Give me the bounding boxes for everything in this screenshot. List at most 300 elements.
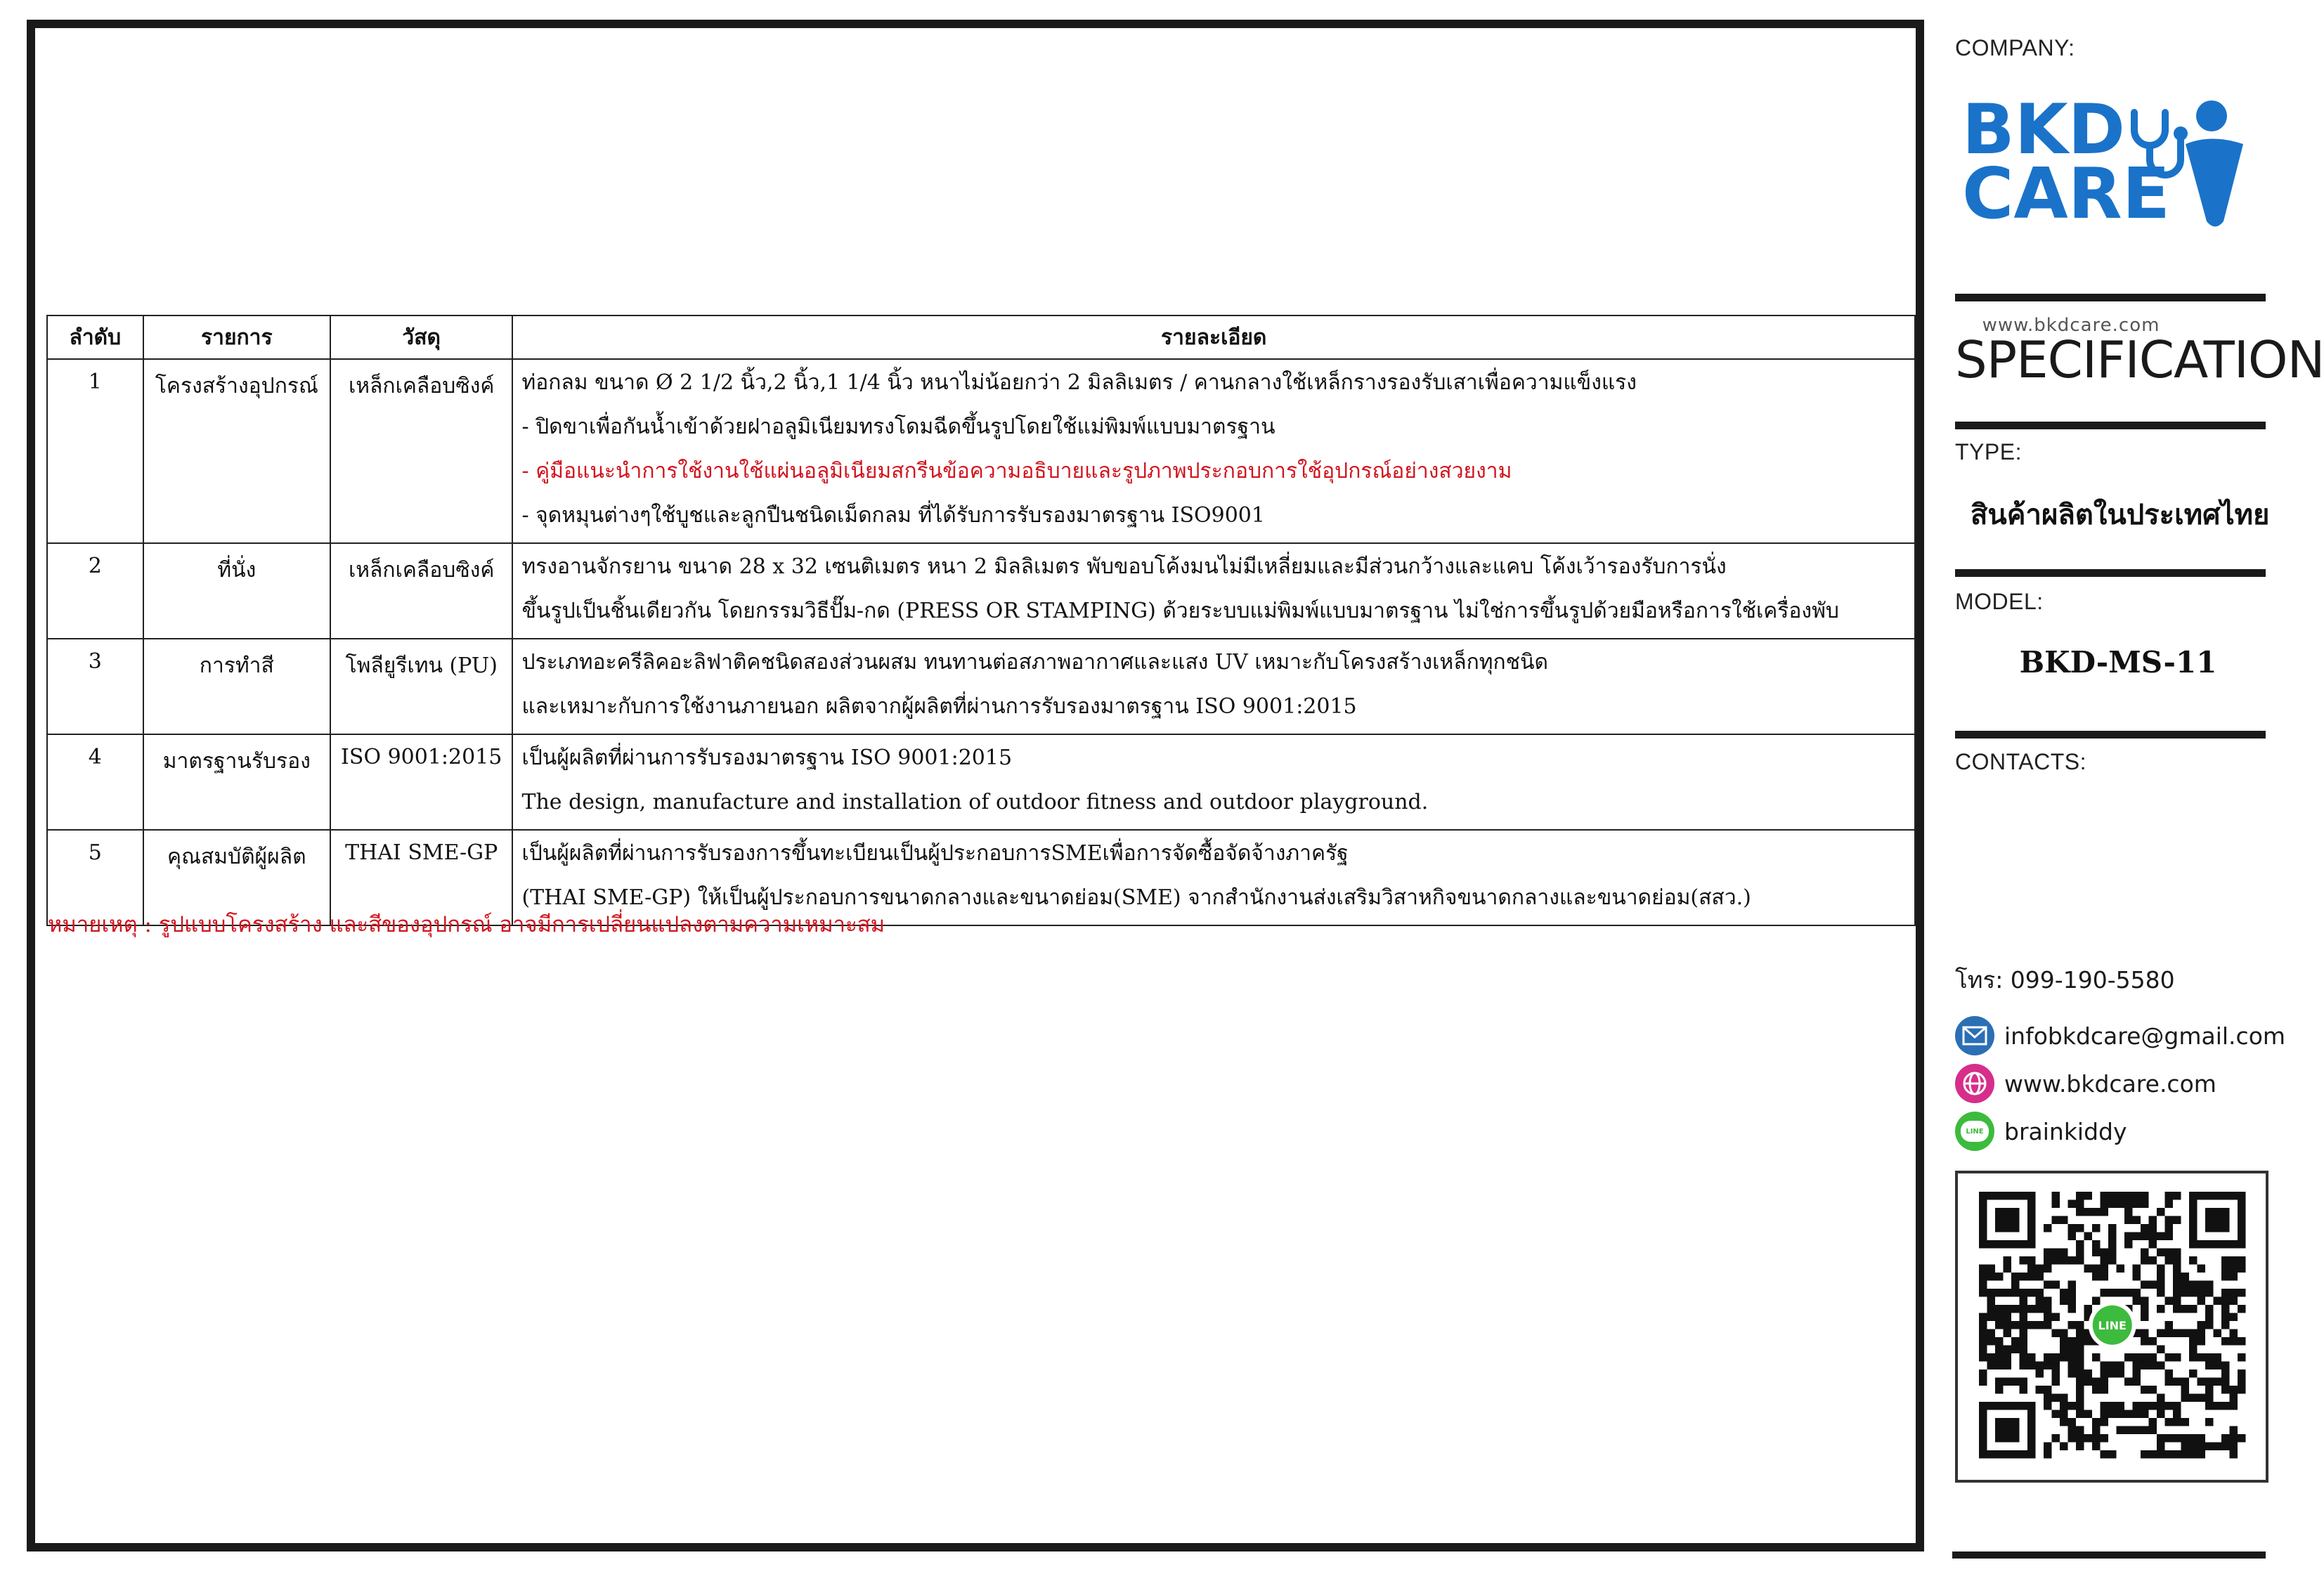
qr-module [2173,1273,2181,1281]
qr-module [2214,1378,2222,1386]
qr-module [2011,1321,2020,1329]
qr-module [2230,1402,2238,1410]
email-row[interactable] [1955,1015,2285,1057]
cell-no: 3 [47,639,143,734]
qr-module [2084,1305,2093,1313]
line-id: brainkiddy [2004,1117,2127,1145]
qr-module [2101,1410,2109,1419]
qr-module [2157,1329,2165,1338]
qr-module [2141,1410,2149,1419]
qr-code-graphic [1958,1173,2266,1480]
website-row[interactable] [1955,1062,2216,1105]
cell-no: 5 [47,830,143,925]
qr-module [2076,1362,2084,1370]
qr-module [2238,1265,2246,1273]
qr-module [2181,1450,2190,1459]
qr-module [2084,1378,2093,1386]
qr-module [2076,1378,2084,1386]
qr-module [2198,1297,2206,1306]
qr-module [2108,1369,2117,1378]
qr-module [1987,1273,1996,1281]
divider [1955,422,2266,429]
qr-module [2230,1297,2238,1306]
qr-module [2165,1329,2174,1338]
qr-module [2101,1273,2109,1281]
spec-title: SPECIFICATION [1955,330,2324,389]
qr-module [2205,1418,2214,1426]
qr-module [2205,1362,2214,1370]
qr-module [2076,1434,2084,1443]
qr-module [2060,1216,2068,1225]
qr-module [2189,1394,2198,1403]
qr-module [2068,1369,2077,1378]
qr-module [2068,1426,2077,1435]
qr-module [2092,1353,2101,1362]
qr-module [2092,1434,2101,1443]
qr-module [2044,1394,2052,1403]
cell-material: ISO 9001:2015 [330,734,513,830]
qr-module [2101,1418,2109,1426]
qr-module [1979,1346,1987,1354]
qr-module [2133,1402,2141,1410]
qr-module [2157,1362,2165,1370]
qr-module [2157,1434,2165,1443]
qr-module [2092,1265,2101,1273]
qr-module [2181,1273,2190,1281]
header-item: รายการ [143,315,330,359]
qr-module [1995,1337,2004,1346]
qr-module [2060,1256,2068,1265]
qr-module [2165,1369,2174,1378]
qr-module [1987,1362,1996,1370]
qr-module [2133,1273,2141,1281]
qr-module [2149,1402,2157,1410]
qr-module [2004,1346,2012,1354]
qr-module [2141,1256,2149,1265]
detail-line: - จุดหมุนต่างๆใช้บูชและลูกปืนชนิดเม็ดกลม ที่ได้รับการรับรองมาตรฐาน ISO9001 [521,503,1265,528]
qr-module [2157,1232,2165,1241]
qr-module [2044,1265,2052,1273]
qr-module [2189,1434,2198,1443]
person-icon [2186,100,2243,227]
qr-module [2101,1378,2109,1386]
qr-module [2124,1378,2133,1386]
qr-module [1995,1353,2004,1362]
qr-module [2068,1337,2077,1346]
qr-module [2020,1256,2028,1265]
qr-module [2068,1297,2077,1306]
qr-module [2165,1378,2174,1386]
qr-module [2124,1208,2133,1216]
qr-module [2084,1410,2093,1419]
qr-module [2221,1289,2230,1297]
qr-module [2101,1450,2109,1459]
qr-module [1987,1265,1996,1273]
qr-module [1979,1321,1987,1329]
qr-module [2141,1362,2149,1370]
qr-module [2004,1313,2012,1322]
qr-module [1979,1353,1987,1362]
qr-module [2044,1362,2052,1370]
title-block [1955,0,2324,1581]
qr-module [2068,1289,2077,1297]
qr-module [1995,1273,2004,1281]
qr-module [2060,1249,2068,1257]
qr-module [2011,1346,2020,1354]
qr-module [2084,1208,2093,1216]
qr-module [2092,1426,2101,1435]
qr-module [2230,1434,2238,1443]
qr-module [2011,1305,2020,1313]
qr-module [2124,1410,2133,1419]
qr-module [2165,1353,2174,1362]
qr-module [2165,1224,2174,1232]
qr-module [2004,1362,2012,1370]
qr-module [2092,1224,2101,1232]
qr-module [2221,1297,2230,1306]
qr-module [2092,1443,2101,1451]
qr-module [2181,1443,2190,1451]
qr-module [2173,1249,2181,1257]
qr-module [2173,1450,2181,1459]
qr-module [2238,1256,2246,1265]
qr-module [1979,1337,1987,1346]
qr-module [1995,1362,2004,1370]
qr-module [2076,1192,2084,1200]
qr-module [2230,1289,2238,1297]
qr-module [2052,1378,2060,1386]
qr-module [2068,1346,2077,1354]
qr-module [2230,1337,2238,1346]
qr-module [2068,1402,2077,1410]
cell-no: 2 [47,543,143,639]
cell-material: THAI SME-GP [330,830,513,925]
qr-module [2157,1410,2165,1419]
qr-module [2230,1443,2238,1451]
detail-line: The design, manufacture and installation of outdoor fitness and outdoor playground. [521,790,1429,814]
qr-module [2165,1192,2174,1200]
cell-detail [512,734,1915,830]
qr-module [2101,1208,2109,1216]
globe-icon [1955,1064,1994,1103]
qr-module [2060,1410,2068,1419]
qr-module [2141,1337,2149,1346]
qr-module [2117,1369,2125,1378]
cell-no: 1 [47,359,143,543]
qr-module [2230,1426,2238,1435]
qr-module [2068,1353,2077,1362]
qr-module [1987,1297,1996,1306]
qr-module [2198,1394,2206,1403]
detail-line: - คู่มือแนะนำการใช้งานใช้แผ่นอลูมิเนียมสกรีนข้อความอธิบายและรูปภาพประกอบการใช้อุปกรณ์อย่างสวยงาม [521,459,1512,483]
phone-number: โทร: 099-190-5580 [1955,966,2175,994]
qr-module [2036,1265,2044,1273]
qr-module [2044,1297,2052,1306]
qr-module [2157,1265,2165,1273]
qr-module [2084,1337,2093,1346]
qr-module [2004,1265,2012,1273]
cell-item: มาตรฐานรับรอง [143,734,330,830]
qr-module [2181,1418,2190,1426]
qr-module [2198,1450,2206,1459]
qr-module [2084,1265,2093,1273]
qr-module [2149,1224,2157,1232]
model-value: BKD-MS-11 [2019,645,2217,679]
qr-module [2205,1378,2214,1386]
qr-module [2157,1394,2165,1403]
qr-module [2068,1434,2077,1443]
qr-module [2189,1353,2198,1362]
qr-module [2133,1410,2141,1419]
qr-module [2221,1362,2230,1370]
qr-line-badge: LINE [2098,1318,2127,1332]
qr-module [2101,1249,2109,1257]
qr-module [2076,1402,2084,1410]
qr-module [2181,1386,2190,1394]
qr-module [2221,1337,2230,1346]
cell-detail [512,639,1915,734]
qr-module [2027,1305,2036,1313]
qr-module [2133,1289,2141,1297]
qr-module [2068,1200,2077,1209]
qr-module [2221,1378,2230,1386]
logo-url: www.bkdcare.com [1982,315,2160,336]
qr-module [2044,1450,2052,1459]
qr-module [2230,1265,2238,1273]
qr-module [2101,1434,2109,1443]
cell-material: โพลียูรีเทน (PU) [330,639,513,734]
cell-no: 4 [47,734,143,830]
divider [1955,731,2266,739]
qr-module [2101,1192,2109,1200]
qr-module [2117,1362,2125,1370]
qr-module [2076,1249,2084,1257]
qr-module [2238,1378,2246,1386]
qr-module [2004,1329,2012,1338]
qr-finder [1995,1418,2020,1443]
qr-module [2101,1369,2109,1378]
qr-module [2205,1289,2214,1297]
qr-module [2004,1353,2012,1362]
detail-line: - ปิดขาเพื่อกันน้ำเข้าด้วยฝาอลูมิเนียมทรงโดมฉีดขึ้นรูปโดยใช้แม่พิมพ์แบบมาตรฐาน [521,415,1275,439]
frame-bottom-rule [1952,1551,2266,1559]
qr-module [2052,1200,2060,1209]
qr-module [2230,1329,2238,1338]
qr-module [2149,1256,2157,1265]
detail-line: เป็นผู้ผลิตที่ผ่านการรับรองการขึ้นทะเบียนเป็นผู้ประกอบการSMEเพื่อการจัดซื้อจัดจ้างภาครัฐ [521,841,1349,866]
qr-module [2020,1362,2028,1370]
qr-module [1979,1378,1987,1386]
qr-module [2044,1402,2052,1410]
qr-module [2044,1256,2052,1265]
qr-module [2173,1192,2181,1200]
qr-module [2189,1346,2198,1354]
qr-module [2141,1281,2149,1289]
qr-module [2157,1305,2165,1313]
qr-module [2076,1321,2084,1329]
qr-module [2092,1240,2101,1249]
qr-module [2165,1321,2174,1329]
qr-module [2221,1256,2230,1265]
cell-material: เหล็กเคลือบซิงค์ [330,359,513,543]
qr-module [2181,1289,2190,1297]
qr-module [2133,1353,2141,1362]
qr-module [2230,1386,2238,1394]
qr-module [1979,1329,1987,1338]
qr-module [2173,1216,2181,1225]
qr-module [2141,1200,2149,1209]
qr-module [2044,1281,2052,1289]
qr-module [2076,1329,2084,1338]
qr-module [1979,1281,1987,1289]
qr-module [2084,1369,2093,1378]
qr-module [2036,1321,2044,1329]
qr-module [2092,1208,2101,1216]
qr-module [2108,1232,2117,1241]
qr-module [2036,1369,2044,1378]
qr-module [2052,1410,2060,1419]
qr-module [2044,1305,2052,1313]
detail-line: และเหมาะกับการใช้งานภายนอก ผลิตจากผู้ผลิตที่ผ่านการรับรองมาตรฐาน ISO 9001:2015 [521,694,1357,719]
qr-module [2076,1346,2084,1354]
qr-module [2214,1402,2222,1410]
qr-module [2157,1208,2165,1216]
qr-module [2124,1216,2133,1225]
qr-module [2108,1450,2117,1459]
qr-module [2076,1224,2084,1232]
qr-module [2230,1313,2238,1322]
qr-module [2133,1200,2141,1209]
qr-module [2020,1313,2028,1322]
qr-module [2076,1240,2084,1249]
qr-module [2117,1265,2125,1273]
qr-module [2165,1450,2174,1459]
qr-module [2068,1418,2077,1426]
qr-module [2084,1192,2093,1200]
qr-module [2157,1289,2165,1297]
qr-module [2052,1329,2060,1338]
qr-module [2238,1434,2246,1443]
divider [1955,569,2266,577]
qr-module [2173,1410,2181,1419]
qr-module [2011,1281,2020,1289]
qr-module [2214,1443,2222,1451]
qr-module [2181,1329,2190,1338]
qr-module [2181,1434,2190,1443]
detail-line: ทรงอานจักรยาน ขนาด 28 x 32 เซนติเมตร หนา 2 มิลลิเมตร พับขอบโค้งมนไม่มีเหลี่ยมและมีส่วนกว้างและแคบ โค้งเว้ารองรับการนั่ง [521,554,1727,579]
qr-module [2173,1297,2181,1306]
qr-module [1995,1313,2004,1322]
qr-module [2076,1208,2084,1216]
qr-module [2020,1297,2028,1306]
qr-module [2165,1232,2174,1241]
qr-module [2117,1192,2125,1200]
qr-module [1987,1329,1996,1338]
qr-module [2165,1297,2174,1306]
qr-module [2004,1321,2012,1329]
qr-module [2198,1329,2206,1338]
qr-module [2044,1353,2052,1362]
qr-module [2230,1450,2238,1459]
qr-module [2189,1329,2198,1338]
qr-module [2165,1256,2174,1265]
qr-module [2052,1216,2060,1225]
qr-module [2108,1224,2117,1232]
qr-module [2141,1353,2149,1362]
qr-module [2133,1369,2141,1378]
qr-module [2068,1256,2077,1265]
website-url: www.bkdcare.com [2004,1069,2216,1098]
qr-module [2020,1321,2028,1329]
qr-module [2044,1249,2052,1257]
qr-module [2205,1353,2214,1362]
qr-module [2092,1418,2101,1426]
type-label: TYPE: [1955,439,2022,464]
qr-module [2221,1402,2230,1410]
qr-module [2149,1337,2157,1346]
line-row[interactable] [1955,1110,2127,1152]
qr-module [2198,1337,2206,1346]
qr-module [1979,1313,1987,1322]
divider [1955,294,2266,301]
qr-module [2230,1273,2238,1281]
qr-module [2020,1386,2028,1394]
qr-module [2165,1200,2174,1209]
qr-module [2221,1313,2230,1322]
qr-module [2004,1256,2012,1265]
email-address: infobkdcare@gmail.com [2004,1022,2286,1050]
qr-module [2068,1305,2077,1313]
qr-module [2157,1443,2165,1451]
qr-module [2141,1329,2149,1338]
qr-module [2020,1353,2028,1362]
qr-module [2076,1256,2084,1265]
qr-module [2141,1192,2149,1200]
qr-module [2076,1200,2084,1209]
qr-module [2060,1297,2068,1306]
qr-module [2020,1273,2028,1281]
qr-module [2198,1265,2206,1273]
qr-module [2238,1369,2246,1378]
qr-module [2173,1329,2181,1338]
qr-module [2221,1386,2230,1394]
qr-module [2020,1378,2028,1386]
qr-module [2124,1192,2133,1200]
qr-module [2221,1321,2230,1329]
qr-module [2036,1362,2044,1370]
cell-item: ที่นั่ง [143,543,330,639]
qr-module [2189,1337,2198,1346]
qr-module [2149,1426,2157,1435]
qr-module [2124,1289,2133,1297]
qr-module [2173,1256,2181,1265]
qr-module [2052,1434,2060,1443]
qr-module [2060,1337,2068,1346]
line-qr-code[interactable] [1955,1171,2268,1483]
qr-module [1979,1273,1987,1281]
qr-module [2205,1394,2214,1403]
qr-module [2108,1410,2117,1419]
detail-line: (THAI SME-GP) ให้เป็นผู้ประกอบการขนาดกลางและขนาดย่อม(SME) จากสำนักงานส่งเสริมวิสาหกิจขนาดกลางและขนาดย่อม(สสว.) [521,885,1751,910]
qr-finder [2205,1208,2230,1232]
qr-module [2173,1353,2181,1362]
contacts-label: CONTACTS: [1955,749,2087,774]
qr-module [2027,1256,2036,1265]
mail-icon [1955,1016,1994,1055]
qr-module [2076,1394,2084,1403]
qr-module [2076,1353,2084,1362]
qr-module [2011,1289,2020,1297]
